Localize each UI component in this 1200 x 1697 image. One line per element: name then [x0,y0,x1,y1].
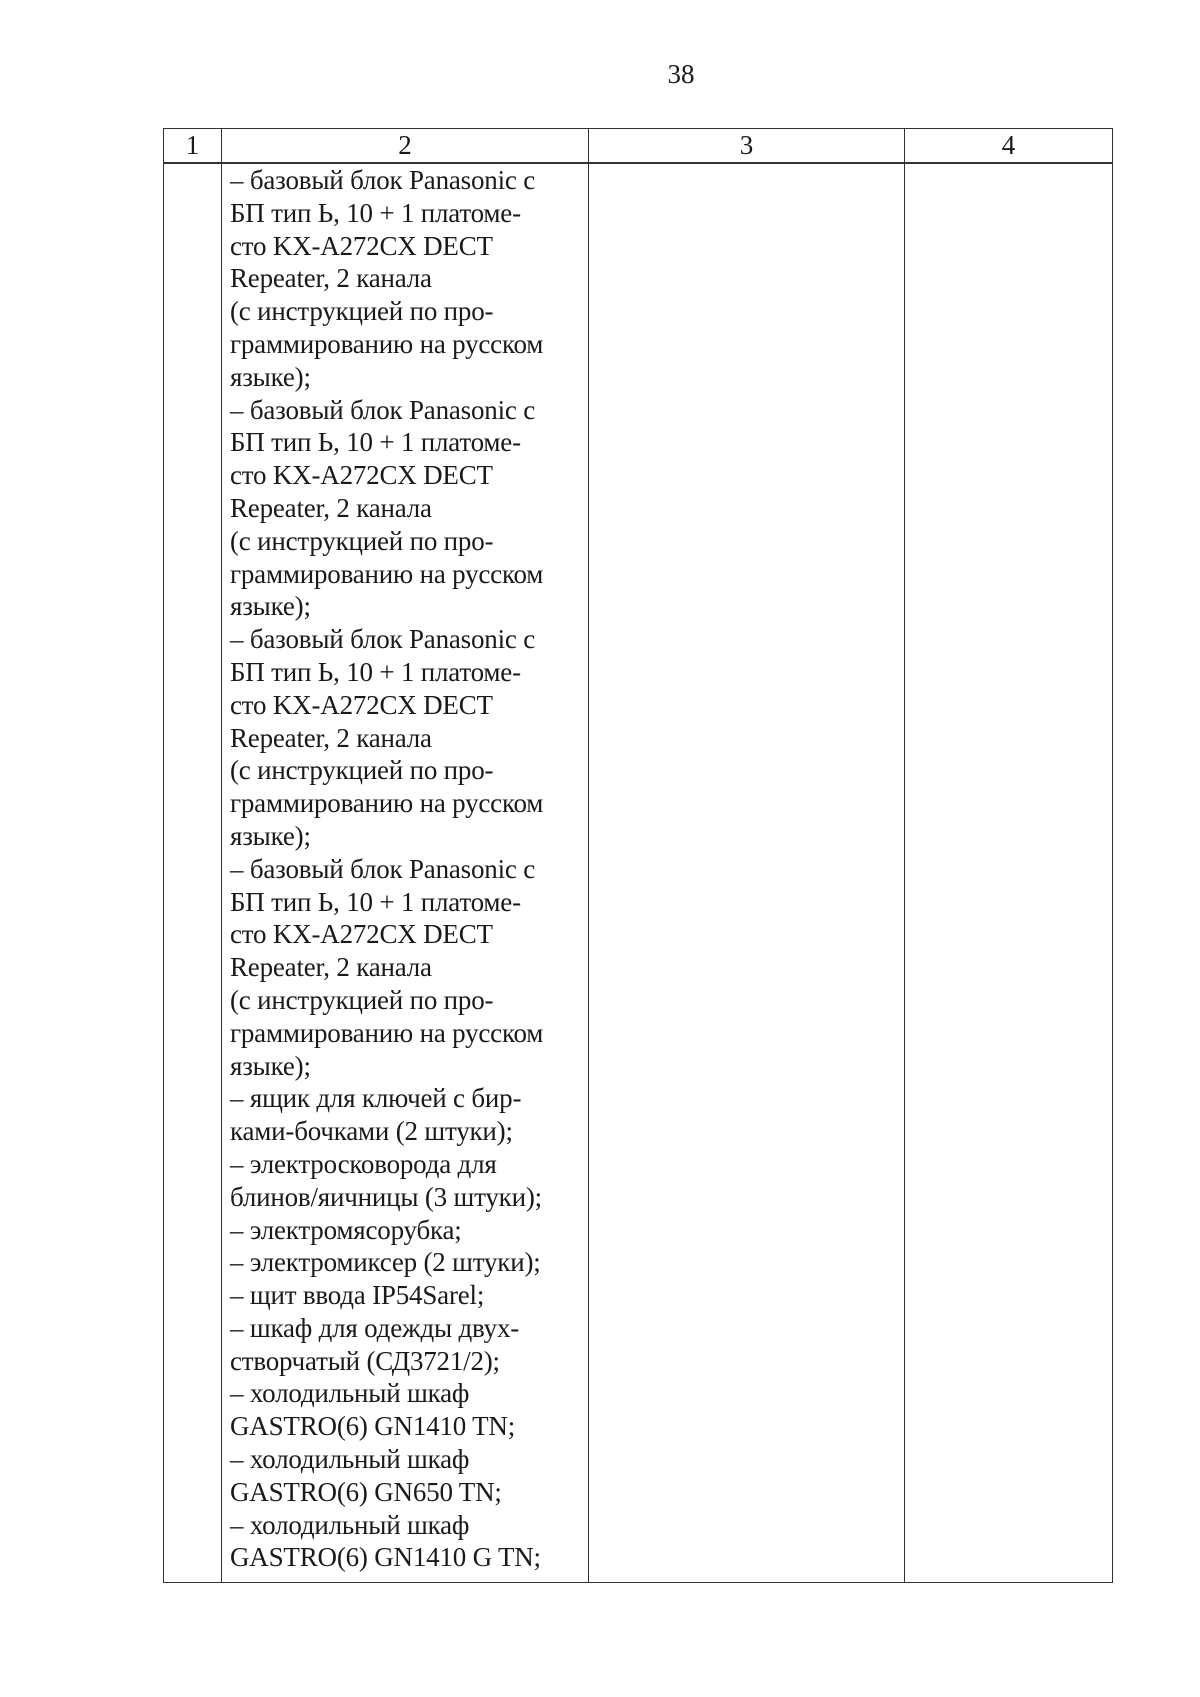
equipment-line: (с инструкцией по про- [230,755,494,786]
equipment-line: БП тип Ь, 10 + 1 платоме- [230,197,521,228]
equipment-line: языке); [230,591,311,622]
equipment-line: GASTRO(6) GN1410 G TN; [230,1542,541,1573]
equipment-line: БП тип Ь, 10 + 1 платоме- [230,886,521,917]
equipment-line: (с инструкцией по про- [230,984,494,1015]
equipment-line: – электросковорода для [230,1148,497,1179]
equipment-line: сто KX-A272CX DECT [230,230,493,261]
equipment-line: (с инструкцией по про- [230,525,494,556]
header-col-4: 4 [905,129,1113,164]
equipment-line: – шкаф для одежды двух- [230,1312,520,1343]
equipment-line: граммированию на русском [230,788,544,819]
equipment-line: сто KX-A272CX DECT [230,919,493,950]
equipment-line: – холодильный шкаф [230,1444,470,1475]
equipment-line: – базовый блок Panasonic с [230,624,535,655]
header-col-1: 1 [164,129,222,164]
equipment-list [222,164,588,1574]
equipment-line: языке); [230,820,311,851]
equipment-line: – ящик для ключей с бир- [230,1083,522,1114]
equipment-line: Repeater, 2 канала [230,263,432,294]
cell-col-3 [589,163,905,1583]
equipment-line: БП тип Ь, 10 + 1 платоме- [230,427,521,458]
table-header-row [164,129,1113,164]
equipment-line: – холодильный шкаф [230,1378,470,1409]
equipment-line: сто KX-A272CX DECT [230,460,493,491]
table-row [164,163,1113,1583]
equipment-table [163,128,1113,1583]
equipment-line: граммированию на русском [230,328,544,359]
header-col-3: 3 [589,129,905,164]
equipment-line: створчатый (СД3721/2); [230,1345,500,1376]
equipment-line: – электромясорубка; [230,1214,462,1245]
equipment-line: – базовый блок Panasonic с [230,165,535,195]
equipment-line: сто KX-A272CX DECT [230,689,493,720]
equipment-line: Repeater, 2 канала [230,492,432,523]
equipment-line: БП тип Ь, 10 + 1 платоме- [230,656,521,687]
equipment-line: GASTRO(6) GN650 TN; [230,1476,502,1507]
equipment-line: GASTRO(6) GN1410 TN; [230,1411,515,1442]
cell-col-2 [222,163,589,1583]
page-number: 38 [667,59,695,89]
equipment-line: – базовый блок Panasonic с [230,853,535,884]
cell-col-4 [905,163,1113,1583]
equipment-line: граммированию на русском [230,558,544,589]
equipment-line: (с инструкцией по про- [230,296,494,327]
equipment-line: Repeater, 2 канала [230,952,432,983]
equipment-line: языке); [230,1050,311,1081]
equipment-line: языке); [230,361,311,392]
equipment-line: – базовый блок Panasonic с [230,394,535,425]
equipment-line: – электромиксер (2 штуки); [230,1247,541,1278]
equipment-line: – холодильный шкаф [230,1509,470,1540]
equipment-line: блинов/яичницы (3 штуки); [230,1181,542,1212]
cell-col-1 [164,163,222,1583]
header-col-2: 2 [222,129,589,164]
equipment-line: ками-бочками (2 штуки); [230,1116,513,1147]
equipment-line: граммированию на русском [230,1017,544,1048]
equipment-line: Repeater, 2 канала [230,722,432,753]
equipment-line: – щит ввода IP54Sarel; [230,1280,485,1311]
